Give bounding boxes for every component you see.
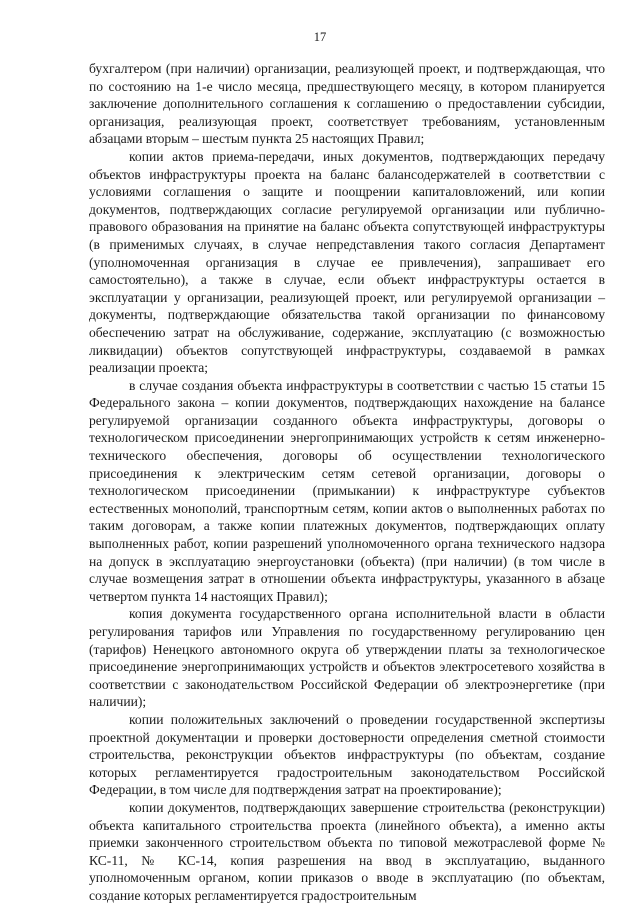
paragraph-infrastructure-creation: в случае создания объекта инфраструктуры в соответствии с частью 15 статьи 15 Федерального закона – копии документов, подтверждающих нахождение на балансе регулируемой организации созданного объекта инфраструктуры, договоры о технологическом присоединении энергопринимающих устройств к сетям инженерно-технического обеспечения, договоры об осуществлении технологического присоединения к электрическим сетям сетевой организации, договоры о технологическом присоединении (примыкании) к инфраструктуре субъектов естественных монополий, транспортным сетям, копии актов о выполненных работах по таким договорам, а также копии платежных документов, подтверждающих оплату выполненных работ, копии разрешений уполномоченного органа технического надзора на допуск в эксплуатацию энергоустановки (объекта) (при наличии) (в том числе в случае возмещения затрат в отношении объекта инфраструктуры, указанного в абзаце четвертом пункта 14 настоящих Правил); [89, 377, 605, 604]
paragraph-tariff-document: копия документа государственного органа исполнительной власти в области регулирования тарифов или Управления по государственному регулированию цен (тарифов) Ненецкого автономного округа об утверждении платы за технологическое присоединение энергопринимающих устройств и объектов электросетевого хозяйства в соответствии с законодательством Российской Федерации об электроэнергетике (при наличии); [89, 606, 605, 710]
document-body [89, 60, 605, 905]
paragraph-expertise-conclusions: копии положительных заключений о проведении государственной экспертизы проектной документации и проверки достоверности определения сметной стоимости строительства, реконструкции объектов инфраструктуры (по объектам, создание которых регламентируется градостроительным законодательством Российской Федерации, в том числе для подтверждения затрат на проектирование); [89, 711, 605, 798]
page-number: 17 [313, 30, 327, 44]
paragraph-transfer-acts: копии актов приема-передачи, иных документов, подтверждающих передачу объектов инфраструктуры проекта на баланс балансодержателей в соответствии с условиями соглашения о защите и поощрении капиталовложений, или копии документов, подтверждающих согласие регулируемой организации или публично-правового образования на принятие на баланс объекта сопутствующей инфраструктуры (в применимых случаях, в случае непредставления такого согласия Департамент (уполномоченная организация в случае ее привлечения), запрашивает его самостоятельно), а также в случае, если объект инфраструктуры остается в эксплуатации у организации, реализующей проект, или регулируемой организации – документы, подтверждающие обязательства такой организации по финансовому обеспечению затрат на обслуживание, содержание, эксплуатацию (с возможностью ликвидации) объектов сопутствующей инфраструктуры, создаваемой в рамках реализации проекта; [89, 148, 605, 376]
paragraph-construction-completion: копии документов, подтверждающих завершение строительства (реконструкции) объекта капитального строительства проекта (линейного объекта), а именно акты приемки законченного строительством объекта по типовой межотраслевой форме № КС-11, № КС-14, копия разрешения на ввод в эксплуатацию, выданного уполномоченным органом, копии приказов о вводе в эксплуатацию (по объектам, создание которых регламентируется градостроительным [89, 799, 605, 903]
paragraph-accountant-confirmation: бухгалтером (при наличии) организации, реализующей проект, и подтверждающая, что по состоянию на 1-е число месяца, предшествующего месяцу, в котором планируется заключение дополнительного соглашения к соглашению о предоставлении субсидии, организация, реализующая проект, соответствует требованиям, установленным абзацами вторым – шестым пункта 25 настоящих Правил; [89, 61, 605, 147]
